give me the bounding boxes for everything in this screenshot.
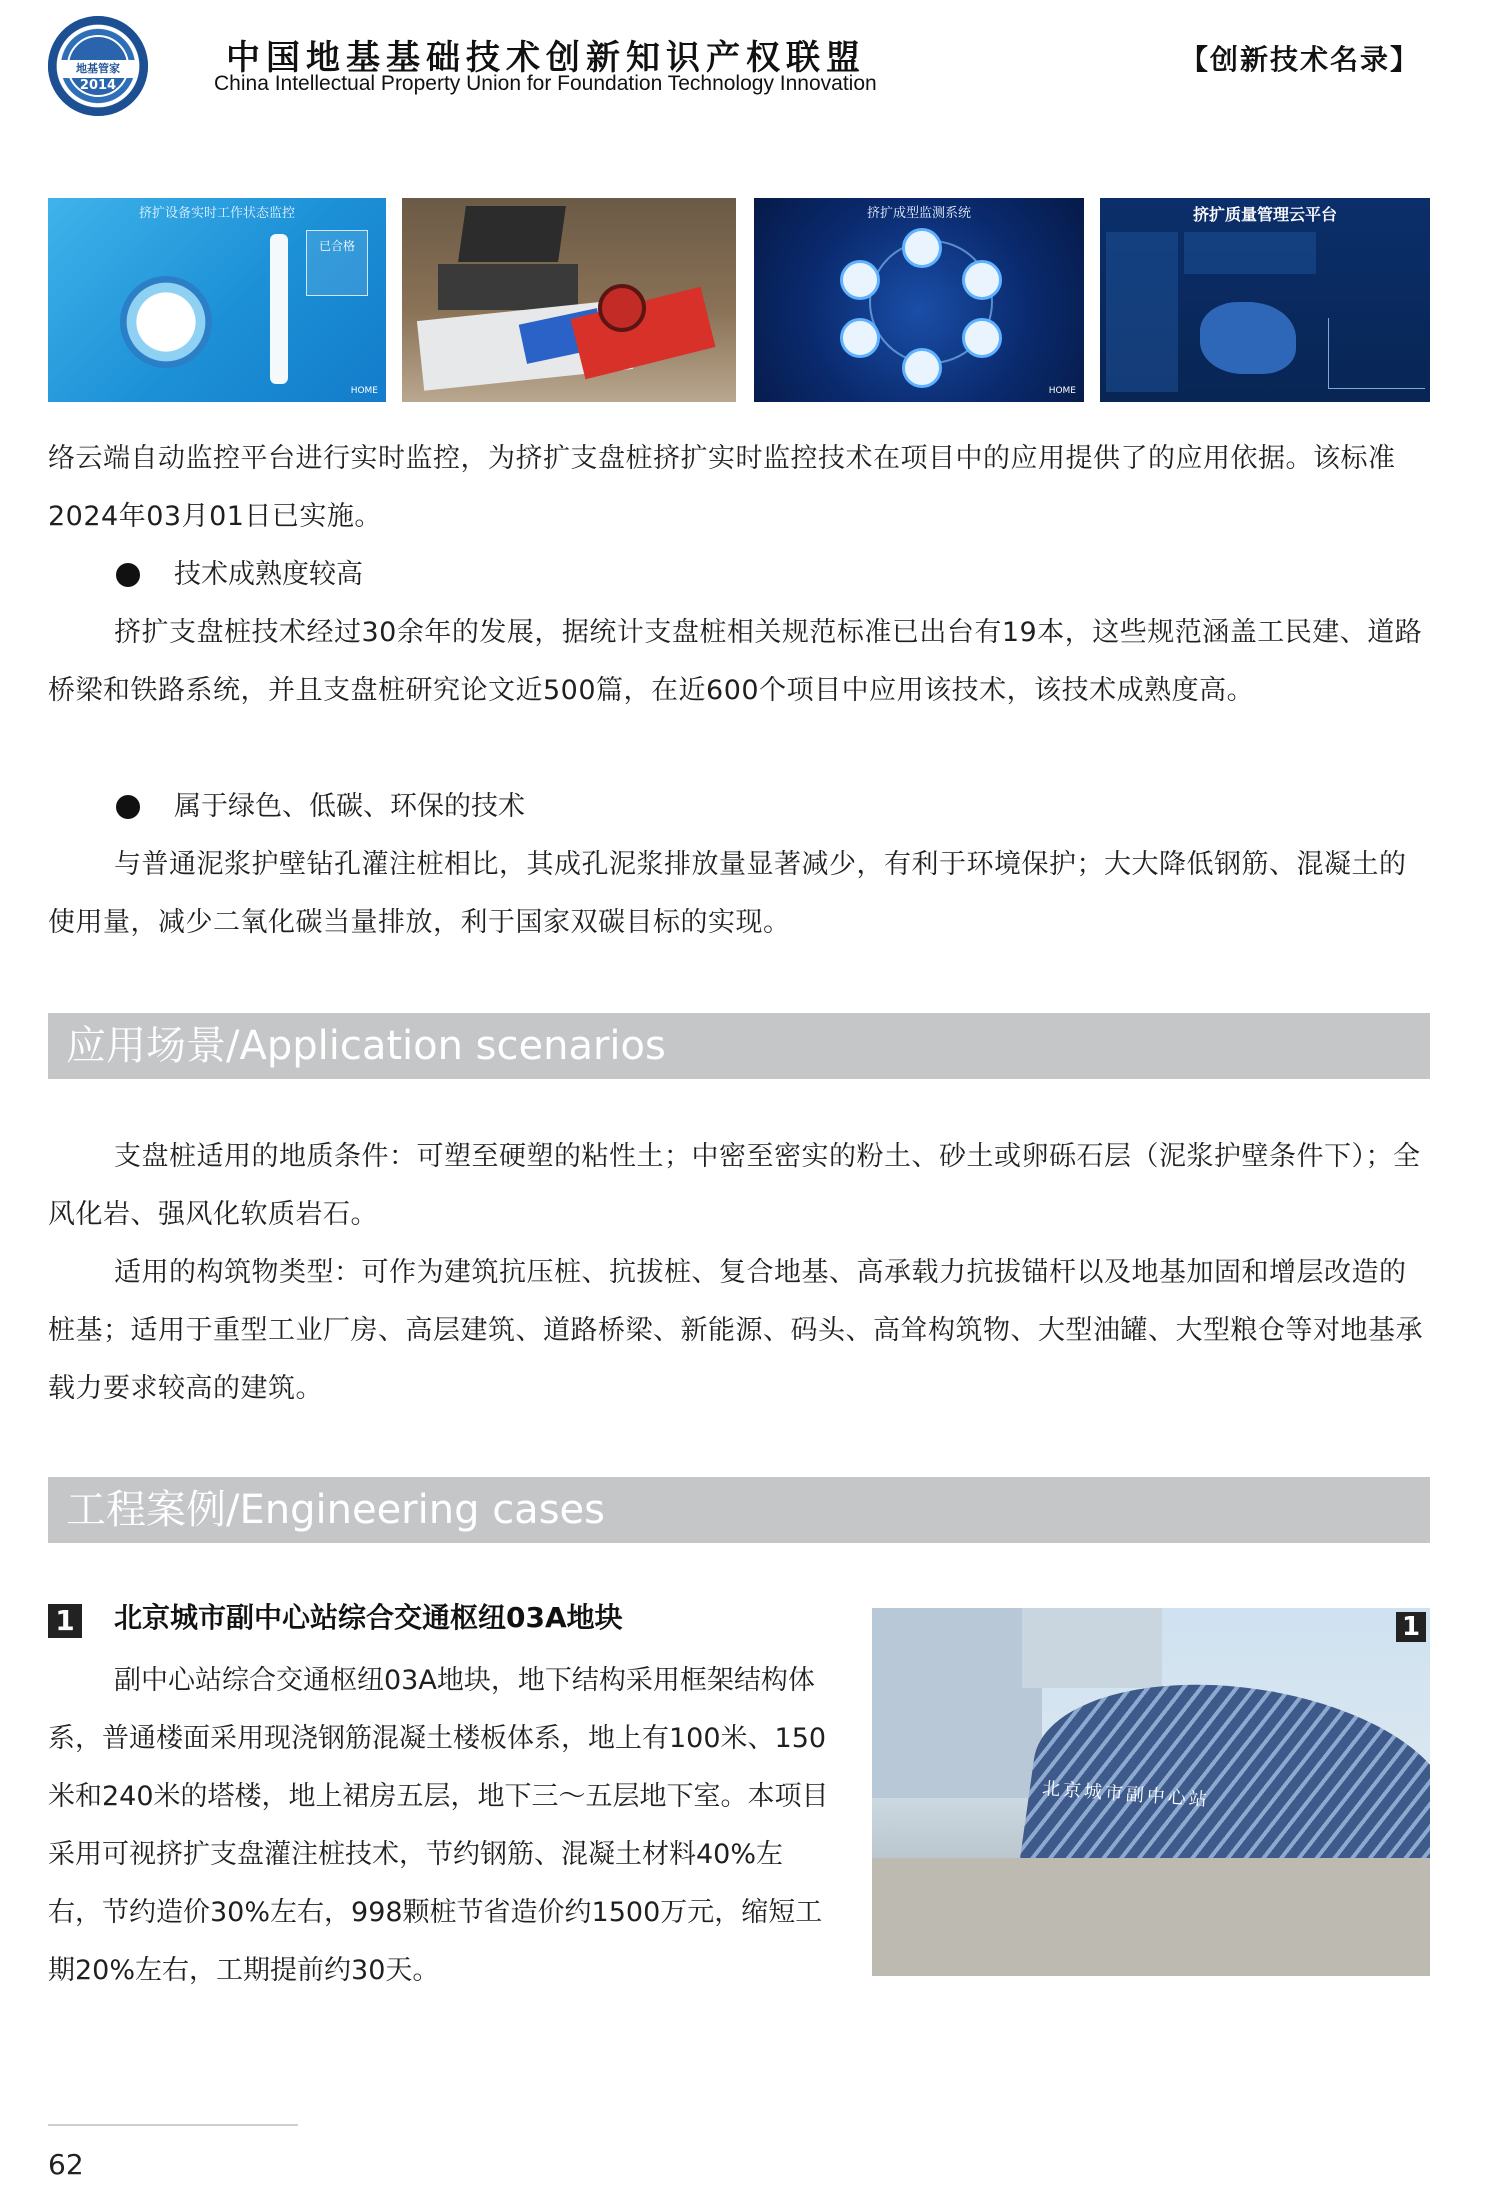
bullet-dot-icon <box>116 563 140 587</box>
paragraph-maturity: 挤扩支盘桩技术经过30余年的发展，据统计支盘桩相关规范标准已出台有19本，这些规范涵盖工民建、道路桥梁和铁路系统，并且支盘桩研究论文近500篇，在近600个项目中应用该技术，该技术成熟度高。 <box>48 617 1423 706</box>
paragraph-standard: 络云端自动监控平台进行实时监控，为挤扩支盘桩挤扩实时监控技术在项目中的应用提供了的应用依据。该标准2024年03月01日已实施。 <box>48 443 1396 532</box>
footer-divider <box>48 2124 298 2126</box>
thumb1-title: 挤扩设备实时工作状态监控 <box>138 206 295 221</box>
pile-illustration <box>270 234 288 384</box>
photo-number-badge: 1 <box>1396 1612 1426 1642</box>
home-label: HOME <box>1048 386 1076 396</box>
node-icon <box>902 228 942 268</box>
case-description: 副中心站综合交通枢纽03A地块，地下结构采用框架结构体系，普通楼面采用现浇钢筋混凝土楼板体系，地上有100米、150米和240米的塔楼，地上裙房五层，地下三～五层地下室。本项目采用可视挤扩支盘灌注桩技术，节约钢筋、混凝土材料40%左右，节约造价30%左右，998颗桩节省造价约1500万元，缩短工期20%左右，工期提前约30天。 <box>48 1665 829 1986</box>
status-panel <box>306 230 368 296</box>
node-icon <box>902 348 942 388</box>
header-tag: 【创新技术名录】 <box>1179 43 1420 76</box>
building-shape <box>1022 1608 1162 1688</box>
node-icon <box>840 318 880 358</box>
logo-year: 2014 <box>79 78 117 93</box>
gauge-icon <box>120 276 212 368</box>
cloud-platform-screenshot <box>1100 198 1430 402</box>
header-title-en: China Intellectual Property Union for Foundation Technology Innovation <box>214 72 877 95</box>
equipment-photo <box>402 198 736 402</box>
monitor-screenshot-1 <box>48 198 386 402</box>
china-map <box>1200 302 1296 374</box>
cable-reel <box>598 284 646 332</box>
home-label: HOME <box>350 386 378 396</box>
bullet-text: 属于绿色、低碳、环保的技术 <box>174 791 525 822</box>
node-icon <box>840 260 880 300</box>
status-text: 已合格 <box>318 239 355 253</box>
thumb3-title: 挤扩成型监测系统 <box>866 206 971 221</box>
node-icon <box>962 318 1002 358</box>
data-table <box>1184 232 1316 274</box>
paragraph-structures: 适用的构筑物类型：可作为建筑抗压桩、抗拔桩、复合地基、高承载力抗拔锚杆以及地基加固和增层改造的桩基；适用于重型工业厂房、高层建筑、道路桥梁、新能源、码头、高耸构筑物、大型油罐、大型粮仓等对地基承载力要求较高的建筑。 <box>48 1257 1423 1404</box>
section-header-application: 应用场景/Application scenarios <box>48 1013 1430 1079</box>
line-chart <box>1328 318 1425 389</box>
bullet-text: 技术成熟度较高 <box>174 559 363 590</box>
paragraph-geology: 支盘桩适用的地质条件：可塑至硬塑的粘性土；中密至密实的粉土、砂土或卵砾石层（泥浆护壁条件下）；全风化岩、强风化软质岩石。 <box>48 1141 1421 1230</box>
building-shape <box>872 1608 1042 1798</box>
header-title-cn: 中国地基基础技术创新知识产权联盟 <box>226 38 866 78</box>
bullet-maturity <box>116 546 363 604</box>
station-rendering <box>872 1608 1430 1976</box>
monitor-screenshot-3 <box>754 198 1084 402</box>
section-header-cases: 工程案例/Engineering cases <box>48 1477 1430 1543</box>
bullet-dot-icon <box>116 795 140 819</box>
case-lid <box>458 206 566 262</box>
plaza <box>872 1858 1430 1976</box>
page-number: 62 <box>48 2148 84 2181</box>
bullet-green <box>116 778 525 836</box>
station-sign: 北京城市副中心站 <box>1041 1778 1211 1811</box>
case-number-badge: 1 <box>48 1604 82 1638</box>
paragraph-green: 与普通泥浆护壁钻孔灌注桩相比，其成孔泥浆排放量显著减少，有利于环境保护；大大降低钢筋、混凝土的使用量，减少二氧化碳当量排放，利于国家双碳目标的实现。 <box>48 849 1407 938</box>
data-table <box>1106 232 1178 392</box>
node-icon <box>962 260 1002 300</box>
alliance-logo <box>48 16 148 116</box>
case-title: 北京城市副中心站综合交通枢纽03A地块 <box>114 1601 623 1634</box>
logo-text: 地基管家 <box>60 60 136 78</box>
case-body <box>438 264 578 310</box>
thumb4-title: 挤扩质量管理云平台 <box>1192 205 1337 224</box>
